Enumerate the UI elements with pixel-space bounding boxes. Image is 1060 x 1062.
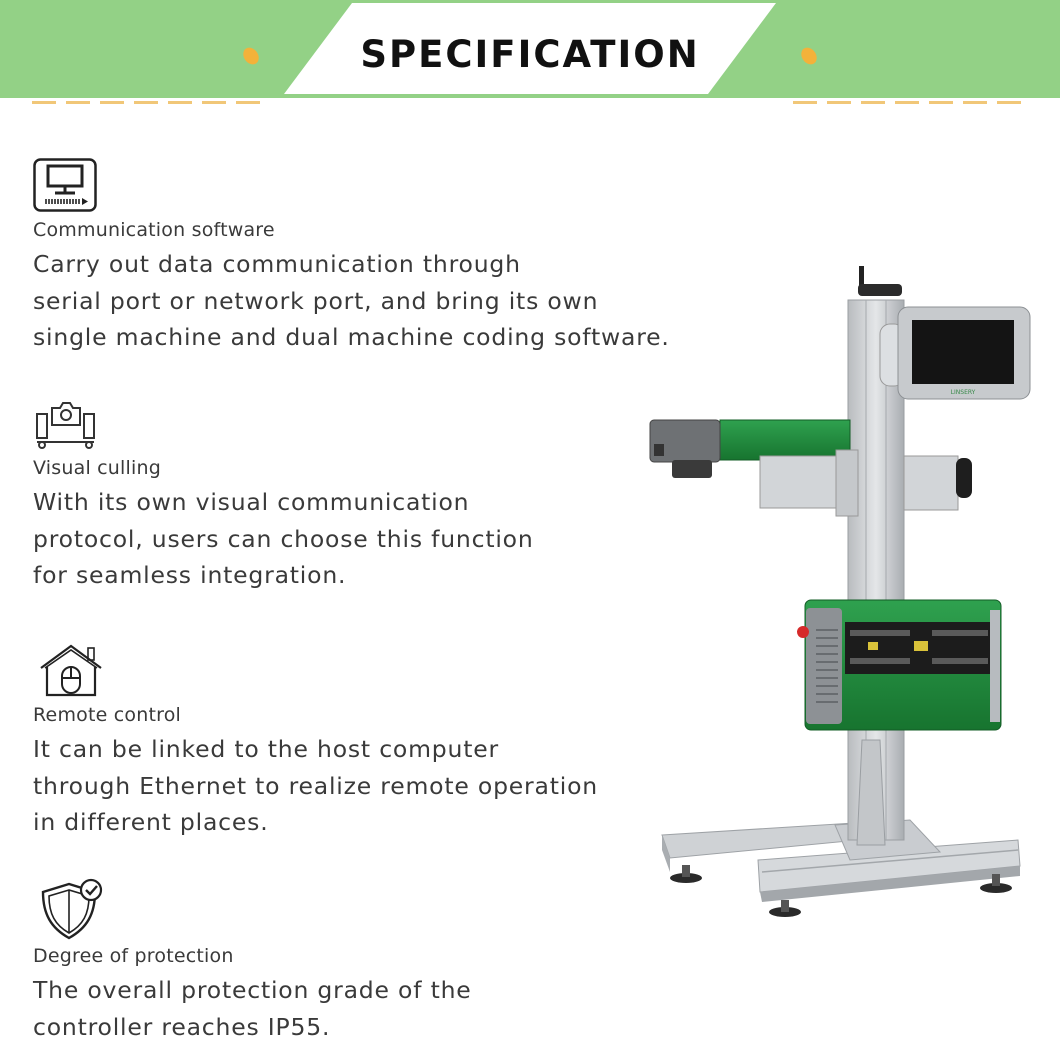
monitor-icon	[33, 158, 97, 214]
feature-label: Degree of protection	[33, 945, 234, 967]
feature-remote-control	[33, 643, 673, 841]
dash-divider-right	[793, 101, 1021, 104]
laser-marking-machine-illustration	[640, 260, 1060, 930]
feature-communication-software	[33, 158, 673, 356]
banner-dot-right	[798, 45, 820, 68]
feature-description: Carry out data communication through serial port or network port, and bring its own single machine and dual machine coding software.	[33, 250, 670, 351]
touch-screen	[880, 307, 1030, 399]
base-frame	[662, 820, 1020, 917]
feature-label: Communication software	[33, 219, 275, 241]
feature-label: Remote control	[33, 704, 182, 726]
camera-icon	[33, 400, 99, 452]
feature-description: It can be linked to the host computer through Ethernet to realize remote operation in different places.	[33, 735, 598, 836]
svg-text:LINSERY: LINSERY	[950, 389, 976, 396]
feature-description: With its own visual communication protocol, users can choose this function for seamless integration.	[33, 488, 534, 589]
page-title: SPECIFICATION	[360, 33, 700, 76]
house-mouse-icon	[33, 643, 103, 699]
banner-dot-left	[240, 45, 262, 68]
laser-head	[650, 420, 972, 516]
feature-visual-culling	[33, 400, 673, 594]
feature-description: The overall protection grade of the controller reaches IP55.	[33, 976, 472, 1041]
controller-box	[797, 600, 1001, 730]
dash-divider-left	[32, 101, 260, 104]
feature-degree-of-protection	[33, 878, 673, 1045]
header-banner	[0, 0, 1060, 98]
shield-check-icon	[33, 878, 105, 940]
feature-label: Visual culling	[33, 457, 161, 479]
